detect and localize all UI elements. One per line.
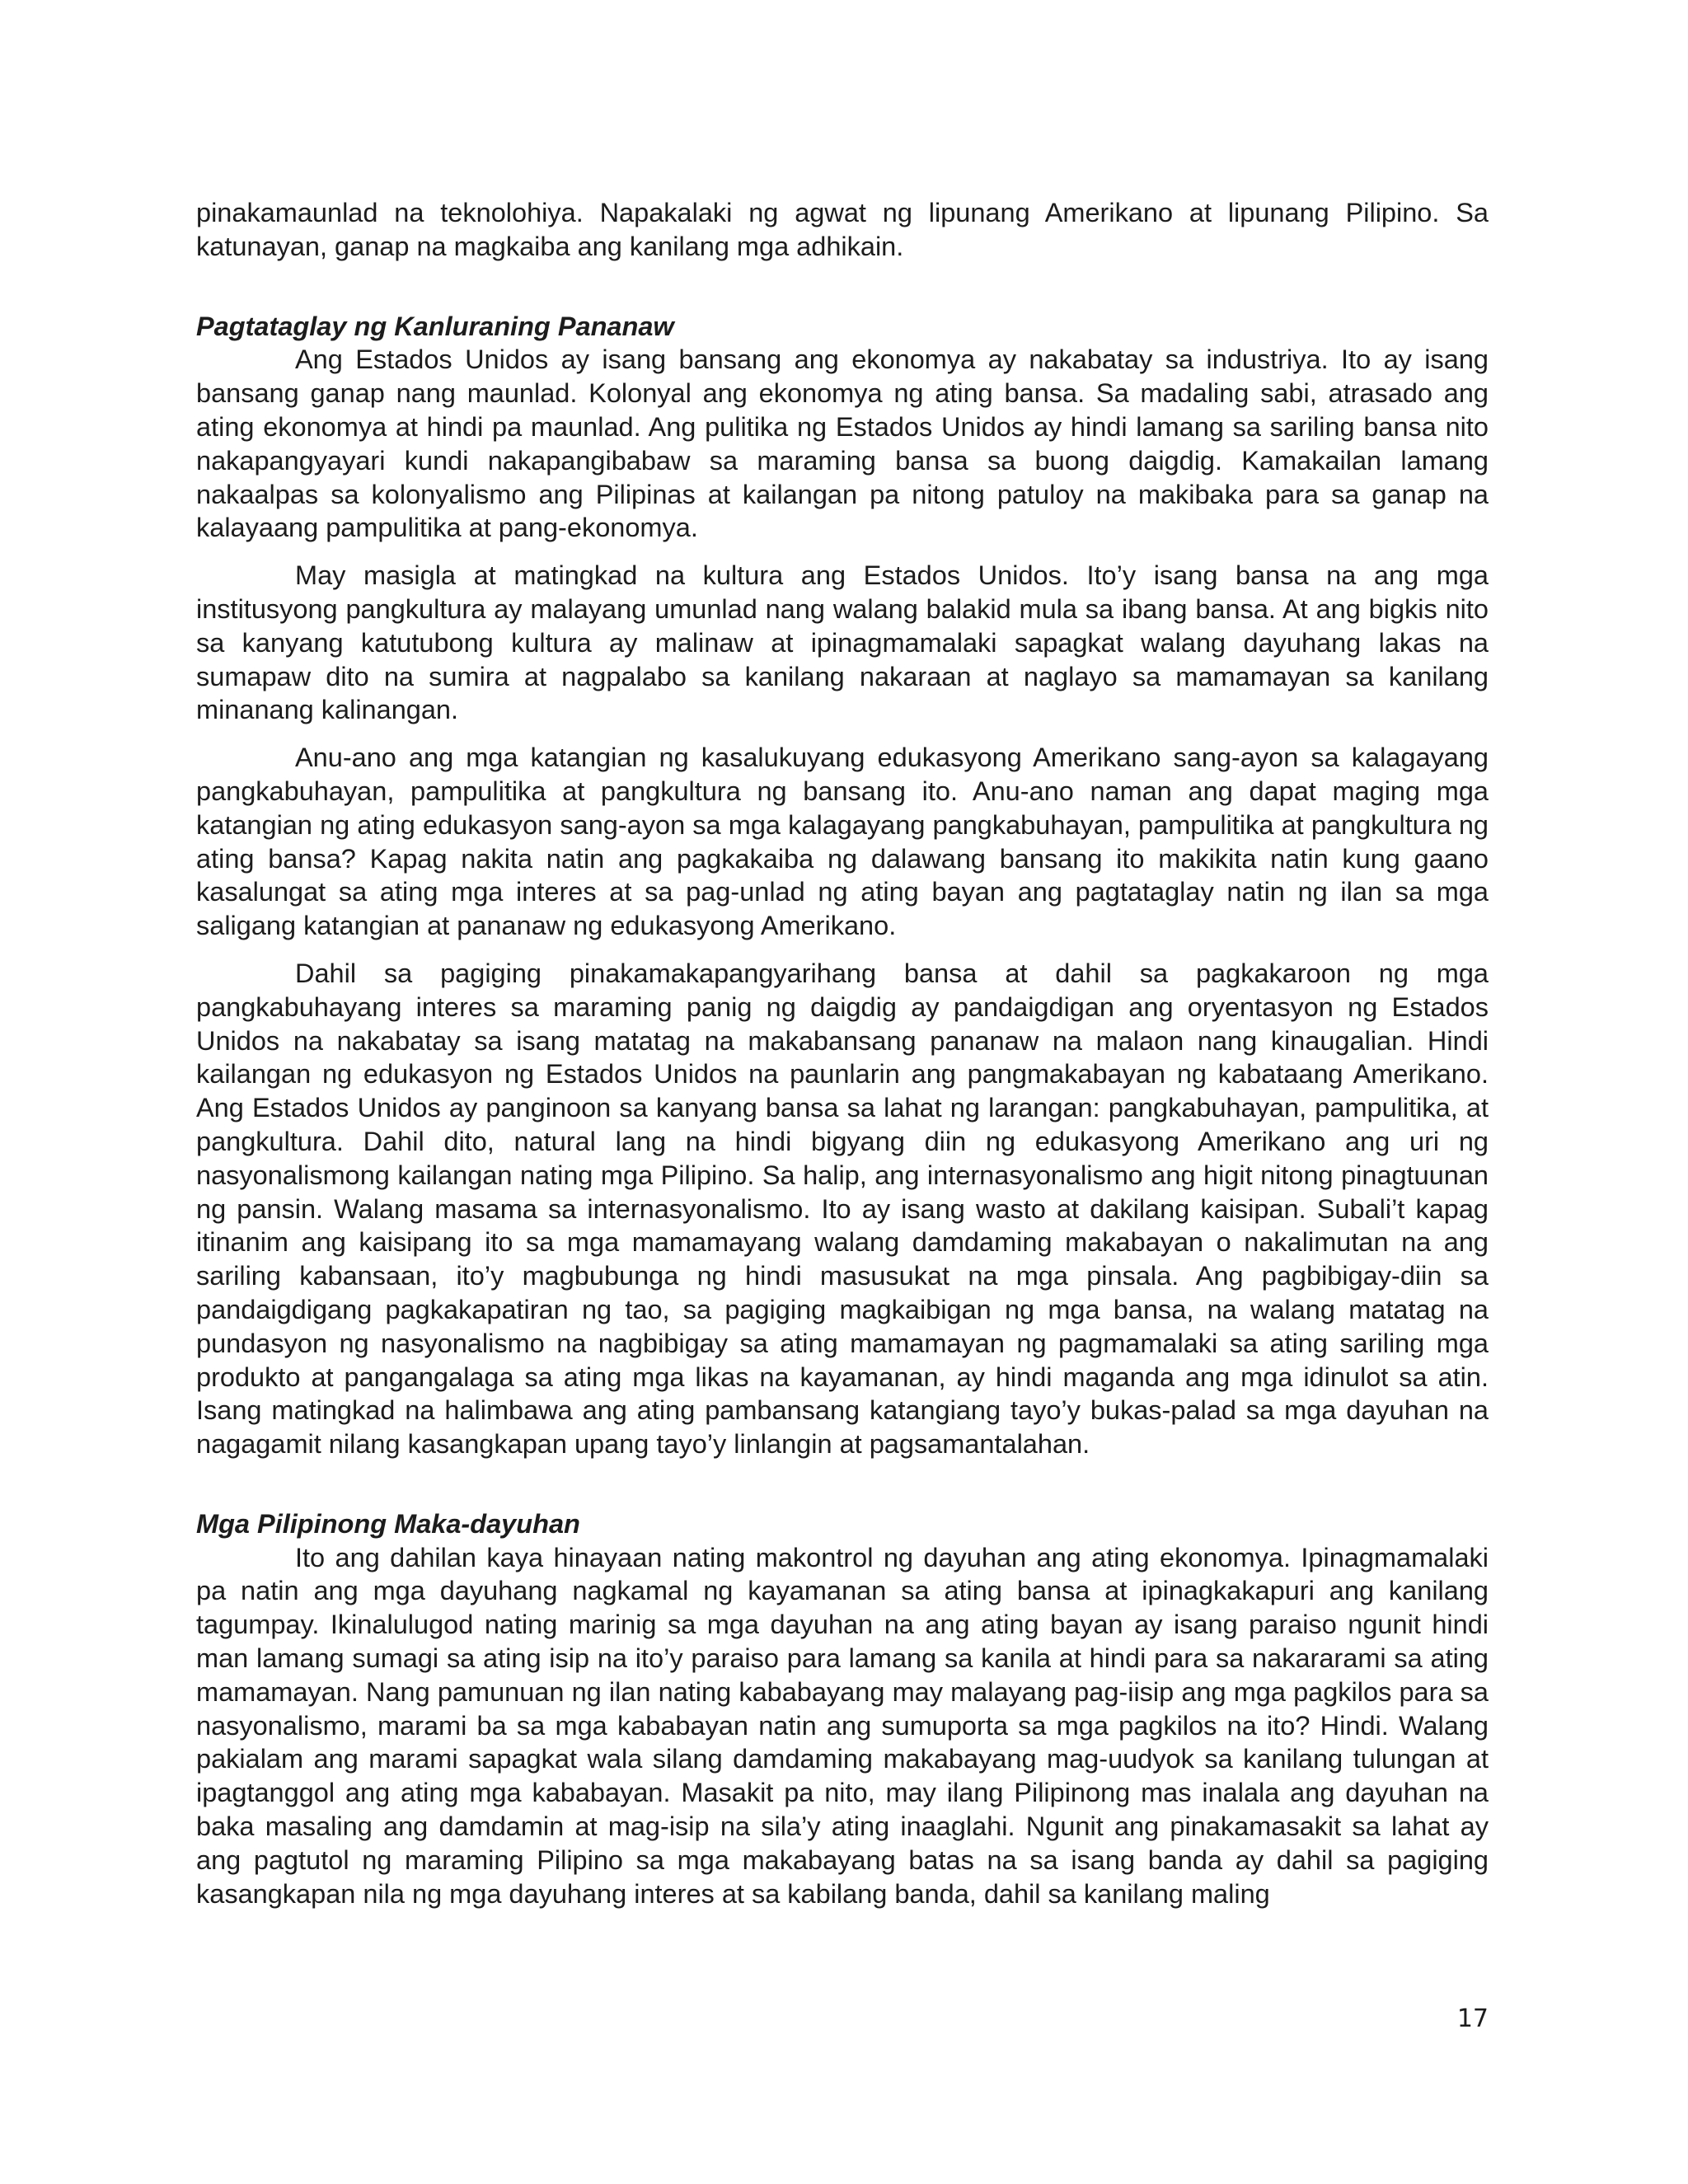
body-paragraph: Ang Estados Unidos ay isang bansang ang ekonomya ay nakabatay sa industriya. Ito ay isang bansang ganap nang maunlad. Kolonyal ang ekonomya ng ating bansa. Sa madaling sabi, atrasado ang ating ekonomya at hindi pa maunlad. Ang pulitika ng Estados Unidos ay hindi lamang sa sariling bansa nito nakapangyayari kundi nakapangibabaw sa maraming bansa sa buong daigdig. Kamakailan lamang nakaalpas sa kolonyalismo ang Pilipinas at kailangan pa nitong patuloy na makibaka para sa ganap na kalayaang pampulitika at pang-ekonomya. xyxy=(196,344,1489,543)
intro-paragraph: pinakamaunlad na teknolohiya. Napakalaki ng agwat ng lipunang Amerikano at lipunang Pilipino. Sa katunayan, ganap na magkaiba ang kanilang mga adhikain. xyxy=(196,198,1489,261)
document-page xyxy=(196,196,1489,1910)
body-paragraph: Ito ang dahilan kaya hinayaan nating makontrol ng dayuhan ang ating ekonomya. Ipinagmamalaki pa natin ang mga dayuhang nagkamal ng kayamanan sa ating bansa at ipinagkakapuri ang kanilang tagumpay. Ikinalulugod nating marinig sa mga dayuhan na ang ating bayan ay isang paraiso ngunit hindi man lamang sumagi sa ating isip na ito’y paraiso para lamang sa kanila at hindi para sa nakararami sa ating mamamayan. Nang pamunuan ng ilan nating kababayang may malayang pag-iisip ang mga pagkilos para sa nasyonalismo, marami ba sa mga kababayan natin ang sumuporta sa mga pagkilos na ito? Hindi. Walang pakialam ang marami sapagkat wala silang damdaming makabayang mag-uudyok sa kanilang tulungan at ipagtanggol ang ating mga kababayan. Masakit pa nito, may ilang Pilipinong mas inalala ang dayuhan na baka masaling ang damdamin at mag-isip na sila’y ating inaaglahi. Ngunit ang pinakamasakit sa lahat ay ang pagtutol ng maraming Pilipino sa mga makabayang batas na sa isang banda ay dahil sa pagiging kasangkapan nila ng mga dayuhang interes at sa kabilang banda, dahil sa kanilang maling xyxy=(196,1542,1489,1909)
page-number: 17 xyxy=(1456,2004,1489,2033)
body-paragraph: Dahil sa pagiging pinakamakapangyarihang bansa at dahil sa pagkakaroon ng mga pangkabuhayang interes sa maraming panig ng daigdig ay pandaigdigan ang oryentasyon ng Estados Unidos na nakabatay sa isang matatag na makabansang pananaw na malaon nang kinaugalian. Hindi kailangan ng edukasyon ng Estados Unidos na paunlarin ang pangmakabayan ng kabataang Amerikano. Ang Estados Unidos ay panginoon sa kanyang bansa sa lahat ng larangan: pangkabuhayan, pampulitika, at pangkultura. Dahil dito, natural lang na hindi bigyang diin ng edukasyong Amerikano ang uri ng nasyonalismong kailangan nating mga Pilipino. Sa halip, ang internasyonalismo ang higit nitong pinagtuunan ng pansin. Walang masama sa internasyonalismo. Ito ay isang wasto at dakilang kaisipan. Subali’t kapag itinanim ang kaisipang ito sa mga mamamayang walang damdaming makabayan o nakalimutan na ang sariling kabansaan, ito’y magbubunga ng hindi masusukat na mga pinsala. Ang pagbibigay-diin sa pandaigdigang pagkakapatiran ng tao, sa pagiging magkaibigan ng mga bansa, na walang matatag na pundasyon ng nasyonalismo na nagbibigay sa ating mamamayan ng pagmamalaki sa ating sariling mga produkto at pangangalaga sa ating mga likas na kayamanan, ay hindi maganda ang mga idinulot sa atin. Isang matingkad na halimbawa ang ating pambansang katangiang tayo’y bukas-palad sa mga dayuhan na nagagamit nilang kasangkapan upang tayo’y linlangin at pagsamantalahan. xyxy=(196,958,1489,1460)
body-paragraph: May masigla at matingkad na kultura ang Estados Unidos. Ito’y isang bansa na ang mga institusyong pangkultura ay malayang umunlad nang walang balakid mula sa ibang bansa. At ang bigkis nito sa kanyang katutubong kultura ay malinaw at ipinagmamalaki sapagkat walang dayuhang lakas na sumapaw dito na sumira at nagpalabo sa kanilang nakaraan at naglayo sa mamamayan sa kanilang minanang kalinangan. xyxy=(196,560,1489,725)
section-heading-maka-dayuhan: Mga Pilipinong Maka-dayuhan xyxy=(196,1508,580,1539)
body-paragraph: Anu-ano ang mga katangian ng kasalukuyang edukasyong Amerikano sang-ayon sa kalagayang pangkabuhayan, pampulitika at pangkultura ng bansang ito. Anu-ano naman ang dapat maging mga katangian ng ating edukasyon sang-ayon sa mga kalagayang pangkabuhayan, pampulitika at pangkultura ng ating bansa? Kapag nakita natin ang pagkakaiba ng dalawang bansang ito makikita natin kung gaano kasalungat sa ating mga interes at sa pag-unlad ng ating bayan ang pagtataglay natin ng ilan sa mga saligang katangian at pananaw ng edukasyong Amerikano. xyxy=(196,743,1489,941)
section-heading-kanluraning-pananaw: Pagtataglay ng Kanluraning Pananaw xyxy=(196,311,674,341)
